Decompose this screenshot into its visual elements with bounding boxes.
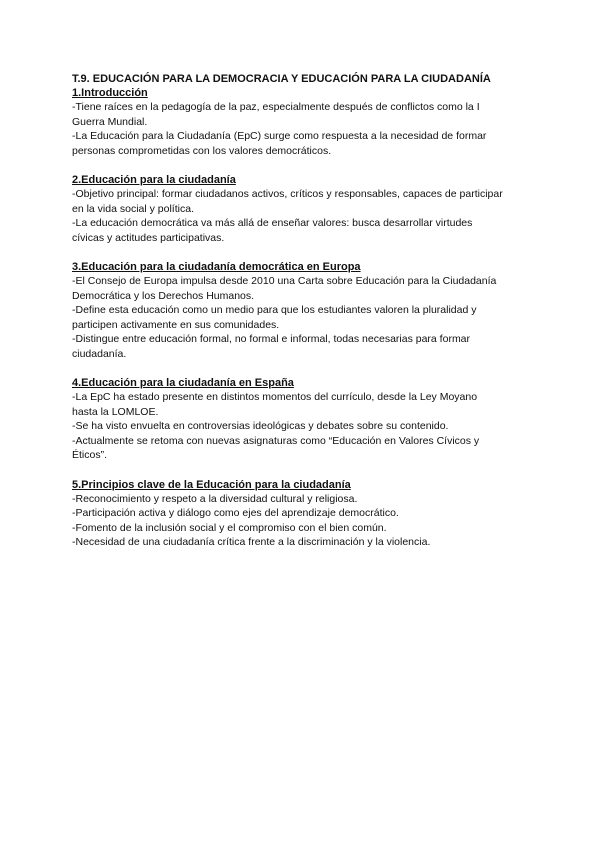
- text-line: -Define esta educación como un medio para que los estudiantes valoren la pluralidad y: [72, 304, 477, 316]
- section-principios: [72, 478, 510, 550]
- text-line: -Reconocimiento y respeto a la diversidad cultural y religiosa.: [72, 492, 358, 505]
- section-europa: [72, 260, 510, 361]
- text-line: -Se ha visto envuelta en controversias ideológicas y debates sobre su contenido.: [72, 420, 449, 432]
- section-heading: 3.Educación para la ciudadanía democrática en Europa: [72, 261, 361, 273]
- section-educacion-ciudadania: [72, 173, 510, 245]
- text-line: -La EpC ha estado presente en distintos momentos del currículo, desde la Ley Moyano: [72, 391, 478, 403]
- section-introduccion: [72, 86, 510, 158]
- section-espana: [72, 376, 510, 463]
- text-line: -Participación activa y diálogo como ejes del aprendizaje democrático.: [72, 507, 399, 519]
- section-body: [72, 492, 510, 550]
- section-heading: 2.Educación para la ciudadanía: [72, 174, 236, 186]
- text-line: -Necesidad de una ciudadanía crítica frente a la discriminación y la violencia.: [72, 536, 431, 548]
- text-line: hasta la LOMLOE.: [72, 405, 159, 418]
- text-line: -Objetivo principal: formar ciudadanos activos, críticos y responsables, capaces de participar: [72, 188, 503, 200]
- section-heading: 4.Educación para la ciudadanía en España: [72, 377, 294, 389]
- text-line: -Tiene raíces en la pedagogía de la paz, especialmente después de conflictos como la I: [72, 101, 480, 113]
- document-title: T.9. EDUCACIÓN PARA LA DEMOCRACIA Y EDUCACIÓN PARA LA CIUDADANÍA: [72, 73, 491, 85]
- text-line: ciudadanía.: [72, 347, 127, 360]
- text-line: -El Consejo de Europa impulsa desde 2010 una Carta sobre Educación para la Ciudadanía: [72, 275, 497, 287]
- text-line: cívicas y actitudes participativas.: [72, 231, 225, 244]
- text-line: participen activamente en sus comunidades.: [72, 318, 280, 331]
- section-body: [72, 187, 510, 245]
- text-line: en la vida social y política.: [72, 202, 194, 215]
- text-line: -Fomento de la inclusión social y el compromiso con el bien común.: [72, 521, 387, 534]
- text-line: -La educación democrática va más allá de enseñar valores: busca desarrollar virtudes: [72, 217, 473, 229]
- section-heading: 5.Principios clave de la Educación para la ciudadanía: [72, 478, 351, 491]
- text-line: personas comprometidas con los valores democráticos.: [72, 144, 332, 157]
- text-line: -Actualmente se retoma con nuevas asignaturas como “Educación en Valores Cívicos y: [72, 434, 480, 447]
- section-heading: 1.Introducción: [72, 87, 148, 99]
- text-line: -Distingue entre educación formal, no formal e informal, todas necesarias para formar: [72, 333, 471, 345]
- section-body: [72, 274, 510, 361]
- section-body: [72, 100, 510, 158]
- text-line: -La Educación para la Ciudadanía (EpC) surge como respuesta a la necesidad de formar: [72, 130, 487, 142]
- text-line: Guerra Mundial.: [72, 115, 148, 128]
- text-line: Éticos”.: [72, 449, 108, 461]
- section-body: [72, 390, 510, 463]
- text-line: Democrática y los Derechos Humanos.: [72, 289, 255, 302]
